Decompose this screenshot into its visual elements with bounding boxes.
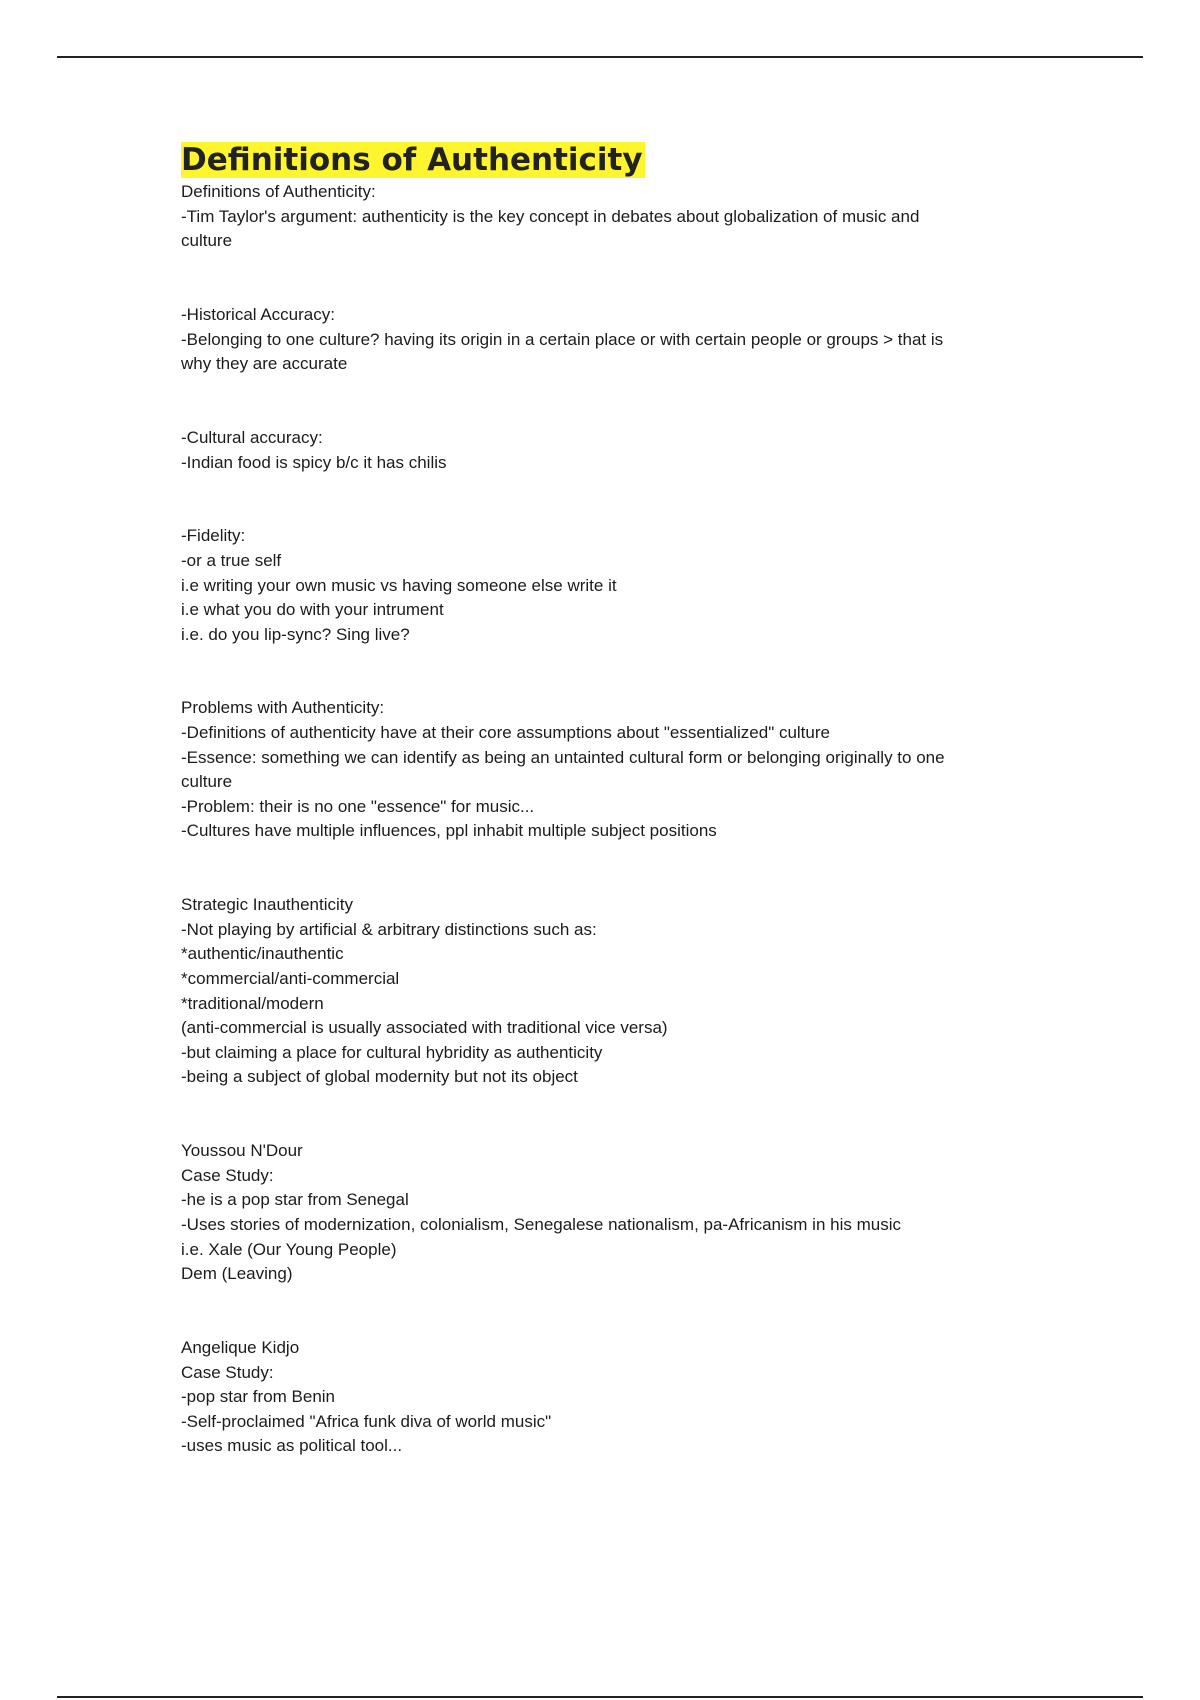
note-line: -Belonging to one culture? having its origin in a certain place or with certain people or groups > that is (181, 329, 944, 349)
note-line: -Not playing by artificial & arbitrary distinctions such as: (181, 919, 597, 939)
note-line: Case Study: (181, 1165, 274, 1185)
notes-section (181, 1336, 1031, 1459)
note-line: -he is a pop star from Senegal (181, 1190, 409, 1210)
section-heading-line: Definitions of Authenticity: (181, 182, 376, 201)
section-spacer (181, 475, 1031, 524)
note-line: culture (181, 231, 233, 251)
note-line: i.e writing your own music vs having someone else write it (181, 575, 617, 595)
note-line: -Cultures have multiple influences, ppl inhabit multiple subject positions (181, 821, 717, 841)
note-line: (anti-commercial is usually associated with traditional vice versa) (181, 1018, 668, 1038)
note-line: i.e. Xale (Our Young People) (181, 1239, 397, 1259)
note-line: -Problem: their is no one "essence" for music... (181, 796, 535, 816)
notes-section (181, 303, 1031, 377)
note-line: -uses music as political tool... (181, 1436, 403, 1456)
section-heading-line: -Cultural accuracy: (181, 427, 323, 447)
notes-section (181, 696, 1031, 844)
document-body (181, 142, 1031, 1459)
section-heading-line: -Historical Accuracy: (181, 304, 335, 324)
note-line: culture (181, 772, 233, 792)
section-heading-line: Strategic Inauthenticity (181, 895, 353, 915)
note-line: Case Study: (181, 1362, 274, 1382)
notes-section (181, 524, 1031, 647)
note-line: -being a subject of global modernity but not its object (181, 1067, 578, 1087)
section-heading-line: Angelique Kidjo (181, 1337, 300, 1357)
section-heading-line: Problems with Authenticity: (181, 698, 385, 718)
note-line: i.e. do you lip-sync? Sing live? (181, 624, 410, 644)
note-line: -Essence: something we can identify as being an untainted cultural form or belonging originally to one (181, 747, 945, 767)
note-line: -or a true self (181, 550, 282, 570)
section-spacer (181, 254, 1031, 303)
section-spacer (181, 377, 1031, 426)
section-heading-line: -Fidelity: (181, 526, 246, 546)
section-spacer (181, 844, 1031, 893)
note-line: -Definitions of authenticity have at their core assumptions about "essentialized" culture (181, 723, 830, 743)
notes-section (181, 426, 1031, 475)
note-line: *traditional/modern (181, 993, 324, 1013)
page-bottom-rule (57, 1696, 1143, 1698)
note-line: -Uses stories of modernization, colonialism, Senegalese nationalism, pa-Africanism in his music (181, 1214, 901, 1234)
notes-section (181, 893, 1031, 1090)
note-line: why they are accurate (181, 354, 348, 374)
section-heading-line: Youssou N'Dour (181, 1141, 303, 1161)
note-line: Dem (Leaving) (181, 1264, 293, 1284)
section-spacer (181, 1090, 1031, 1139)
note-line: -Indian food is spicy b/c it has chilis (181, 452, 447, 472)
note-line: i.e what you do with your intrument (181, 600, 444, 620)
note-line: *authentic/inauthentic (181, 944, 344, 964)
note-line: -Tim Taylor's argument: authenticity is the key concept in debates about globalization of music and (181, 206, 920, 226)
document-title: Definitions of Authenticity (181, 142, 643, 178)
notes-section (181, 180, 1031, 254)
notes-section (181, 1139, 1031, 1287)
section-spacer (181, 1287, 1031, 1336)
section-spacer (181, 647, 1031, 696)
note-line: -pop star from Benin (181, 1387, 336, 1407)
page-top-rule (57, 56, 1143, 58)
note-line: -Self-proclaimed "Africa funk diva of world music" (181, 1411, 552, 1431)
note-line: *commercial/anti-commercial (181, 969, 400, 988)
note-line: -but claiming a place for cultural hybridity as authenticity (181, 1042, 603, 1062)
document-sections (181, 180, 1031, 1459)
